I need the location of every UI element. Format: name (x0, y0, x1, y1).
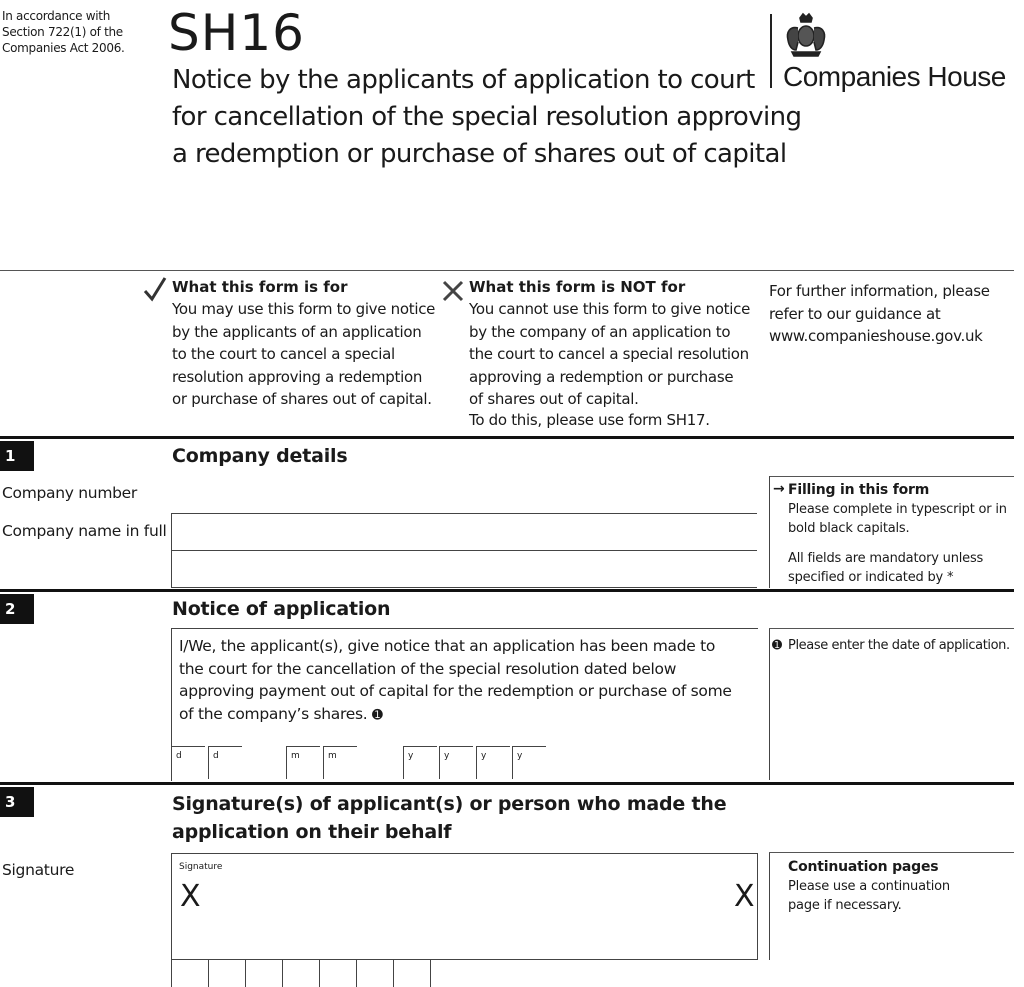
sidebar-3-rule (769, 852, 770, 960)
signature-label: Signature (2, 861, 75, 879)
sidebar-3-divider (769, 852, 1014, 853)
section-1-divider (0, 436, 1014, 439)
date-month-1-hint: m (291, 751, 300, 761)
header-divider (0, 270, 1014, 271)
form-title-line-1: Notice by the applicants of application to court (172, 65, 755, 95)
company-name-field-line-2[interactable] (171, 550, 757, 588)
section-3-title-line-2: application on their behalf (172, 821, 452, 843)
sign-here-mark-left: X (180, 879, 201, 914)
note-marker-icon: ➊ (372, 707, 383, 723)
form-purpose-heading: What this form is for (172, 278, 348, 296)
date-month-2[interactable] (323, 746, 357, 779)
date-day-2-hint: d (213, 751, 219, 761)
sign-here-mark-right: X (734, 879, 755, 914)
date-year-2-hint: y (444, 751, 450, 761)
date-day-1[interactable] (171, 746, 205, 779)
section-3-title-line-1: Signature(s) of applicant(s) or person who made the (172, 793, 727, 815)
form-purpose-text: You may use this form to give notice by the applicants of an application to the court to cancel a special resolution approving a redemption or purchase of shares out of capital. (172, 300, 436, 408)
form-not-for-text: You cannot use this form to give notice by the company of an application to the court to cancel a special resolution approving a redemption or purchase of shares out of capital. (469, 300, 750, 408)
further-information: For further information, please refer to our guidance at www.companieshouse.gov.uk (769, 282, 990, 345)
sidebar-2-divider (769, 628, 1014, 629)
continuation-heading: Continuation pages (788, 859, 939, 875)
brand-name: Companies House (783, 61, 1006, 92)
date-year-1-hint: y (408, 751, 414, 761)
continuation-text: Please use a continuation page if necessary. (788, 879, 950, 913)
form-not-for-heading: What this form is NOT for (469, 278, 686, 296)
sidebar-1-rule (769, 476, 770, 588)
form-title-line-2: for cancellation of the special resolution approving (172, 102, 802, 132)
form-title-line-3: a redemption or purchase of shares out of capital (172, 139, 787, 169)
date-day-2[interactable] (208, 746, 242, 779)
company-name-label: Company name in full (2, 522, 167, 540)
mandatory-fields-text: All fields are mandatory unless specified or indicated by * (788, 551, 984, 585)
section-2-number: 2 (0, 594, 34, 624)
date-day-1-hint: d (176, 751, 182, 761)
date-year-4[interactable] (512, 746, 546, 779)
section-3-divider (0, 782, 1014, 785)
section-2-divider (0, 589, 1014, 592)
date-year-1[interactable] (403, 746, 437, 779)
section-1-title: Company details (172, 445, 348, 467)
form-not-for-alternative: To do this, please use form SH17. (469, 411, 710, 429)
date-year-3-hint: y (481, 751, 487, 761)
date-month-2-hint: m (328, 751, 337, 761)
date-year-4-hint: y (517, 751, 523, 761)
date-year-2[interactable] (439, 746, 473, 779)
signature-box-label: Signature (179, 862, 223, 872)
legal-notice: In accordance with Section 722(1) of the Companies Act 2006. (2, 9, 125, 55)
royal-crest-icon (780, 12, 832, 60)
form-code: SH16 (168, 4, 305, 62)
company-name-field-line-1[interactable] (171, 513, 757, 551)
company-number-label: Company number (2, 484, 137, 502)
brand-divider (770, 14, 772, 88)
note-marker-icon: ➊ (772, 638, 782, 652)
sidebar-1-divider (769, 476, 1014, 477)
filling-in-text: Please complete in typescript or in bold black capitals. (788, 502, 1007, 536)
notice-body: I/We, the applicant(s), give notice that an application has been made to the court for the cancellation of the special resolution dated below approving payment out of capital for the redemption or purchase of some of the company’s shares. (179, 637, 732, 723)
notice-text (179, 635, 739, 727)
section-3-number: 3 (0, 787, 34, 817)
section-2-title: Notice of application (172, 598, 391, 620)
sidebar-2-rule (769, 628, 770, 780)
cross-icon (441, 279, 465, 303)
company-number-input[interactable] (171, 477, 463, 510)
date-month-1[interactable] (286, 746, 320, 779)
section-1-number: 1 (0, 441, 34, 471)
arrow-right-icon: → (773, 481, 785, 497)
date-guidance-text: Please enter the date of application. (788, 638, 1010, 653)
signature-field[interactable] (171, 853, 758, 960)
checkmark-icon (143, 276, 167, 302)
date-year-3[interactable] (476, 746, 510, 779)
filling-in-heading: Filling in this form (788, 482, 930, 498)
